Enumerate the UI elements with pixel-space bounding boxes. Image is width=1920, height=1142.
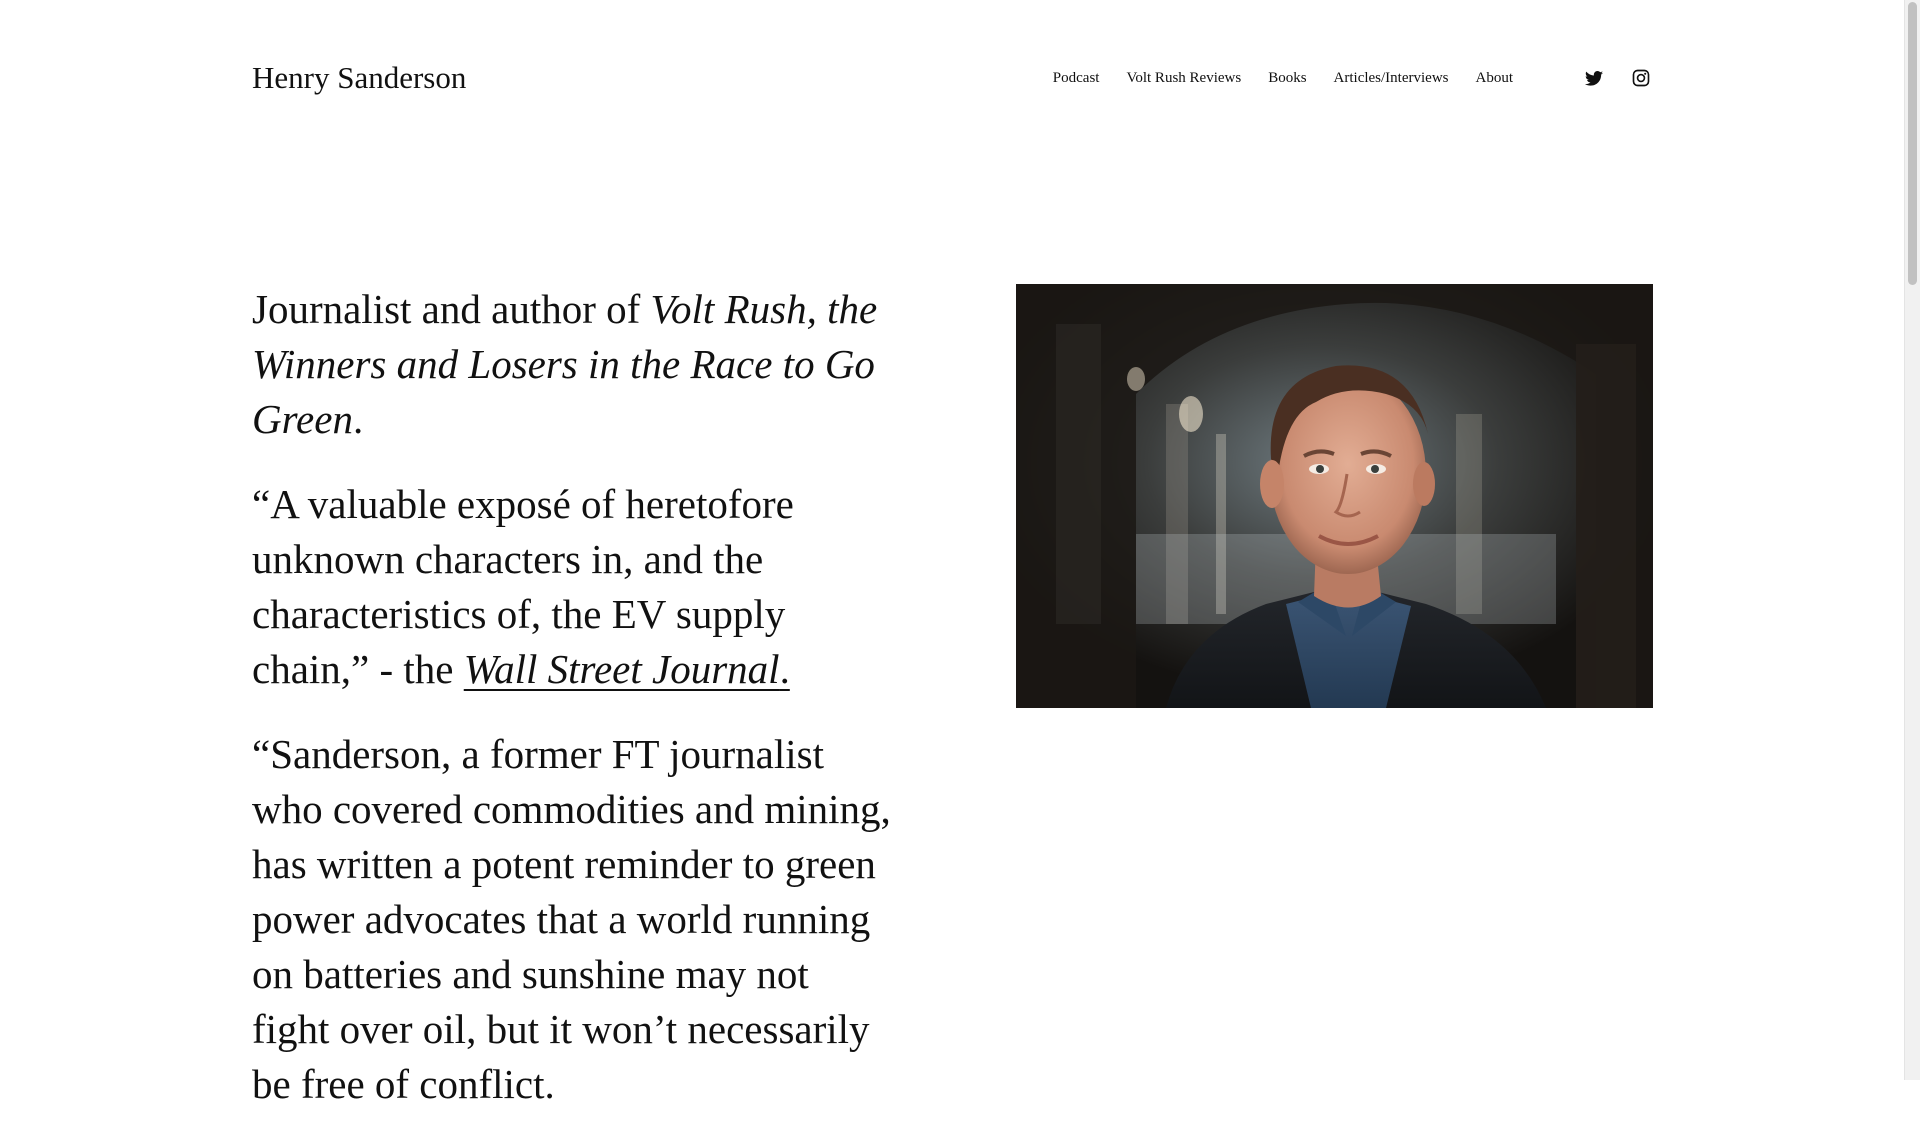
quote-wsj — [252, 477, 892, 697]
quote-text: “A valuable exposé of heretofore unknown characters in, and the characteristics of, the EV supply chain,” - the — [252, 481, 794, 692]
intro-paragraph — [252, 282, 892, 447]
instagram-icon — [1632, 69, 1650, 87]
intro-suffix: . — [352, 396, 364, 442]
site-title-link[interactable]: Henry Sanderson — [252, 60, 467, 95]
quote-text: “Sanderson, a former FT journalist who covered commodities and mining, has written a potent reminder to green power advocates that a world running on batteries and sunshine may not fight over oil, but it won’t necessarily be free of conflict. — [252, 731, 891, 1107]
main-content — [252, 282, 1653, 1107]
wsj-source-name: Wall Street Journal — [463, 646, 780, 692]
book-title: Volt Rush, the Winners and Losers in the Race to Go Green — [252, 286, 878, 442]
intro-prefix: Journalist and author of — [252, 286, 651, 332]
twitter-link[interactable] — [1582, 66, 1606, 90]
nav-link-articles-interviews[interactable]: Articles/Interviews — [1333, 70, 1449, 86]
nav-link-volt-rush-reviews[interactable]: Volt Rush Reviews — [1126, 70, 1242, 86]
quote-ft — [252, 727, 892, 1112]
nav-link-about[interactable]: About — [1475, 70, 1513, 86]
page-scrollbar[interactable] — [1904, 0, 1920, 1080]
author-portrait — [1016, 284, 1653, 708]
wsj-source-suffix: . — [779, 646, 790, 692]
nav-link-podcast[interactable]: Podcast — [1052, 70, 1100, 86]
instagram-link[interactable] — [1629, 66, 1653, 90]
wsj-source-link[interactable] — [464, 646, 790, 692]
site-header — [252, 0, 1653, 156]
main-navigation — [1053, 66, 1653, 90]
text-column — [252, 282, 892, 1142]
nav-link-books[interactable]: Books — [1268, 70, 1307, 86]
twitter-icon — [1585, 71, 1603, 86]
scrollbar-thumb[interactable] — [1908, 2, 1917, 285]
